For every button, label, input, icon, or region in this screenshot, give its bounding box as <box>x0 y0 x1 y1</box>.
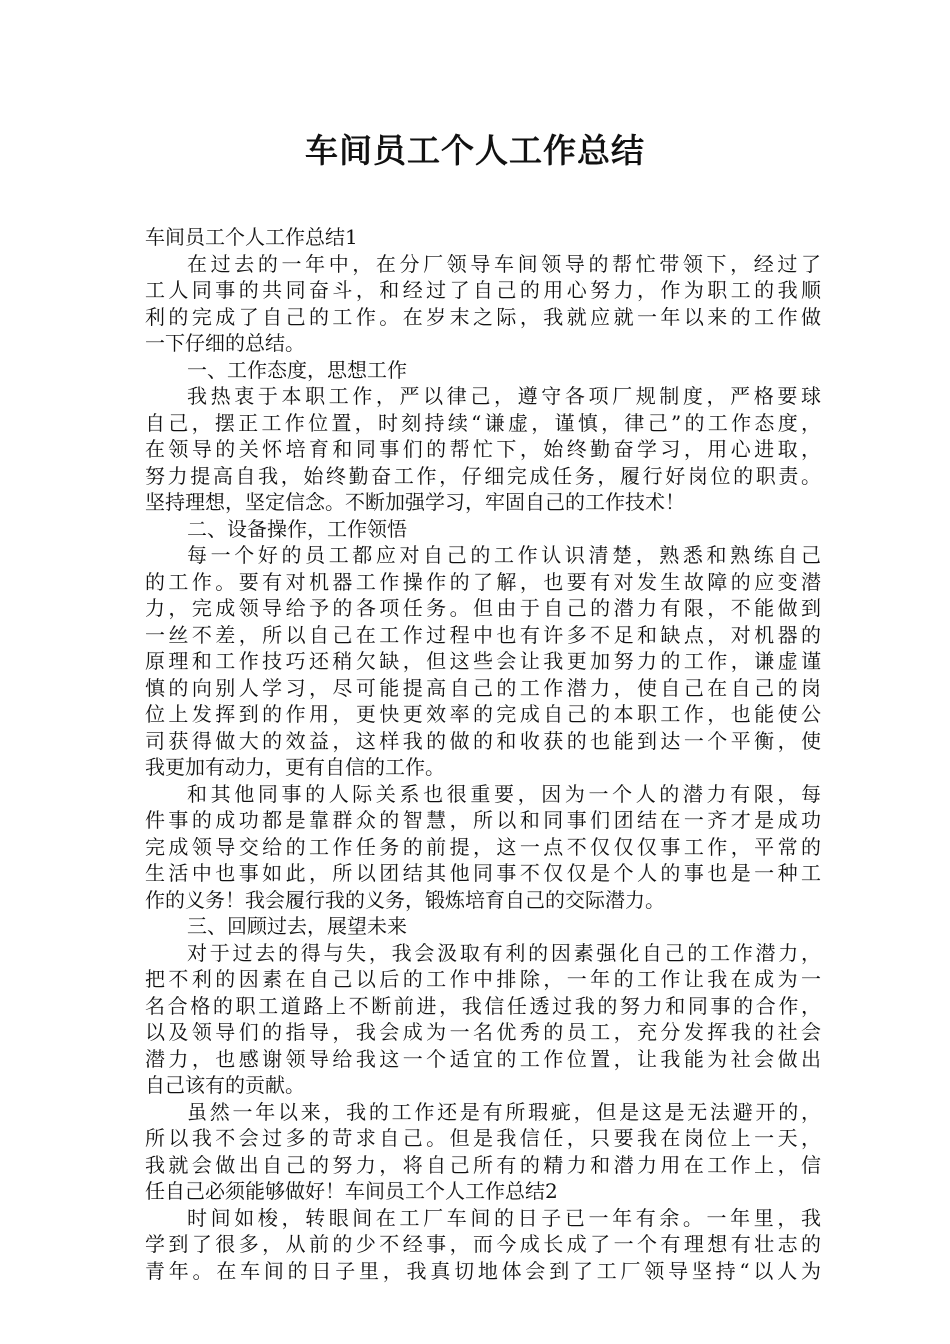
document-line: 对于过去的得与失，我会汲取有利的因素强化自己的工作潜力， <box>187 940 821 965</box>
document-line: 司获得做大的效益，这样我的做的和收获的也能到达一个平衡，使 <box>145 728 821 753</box>
document-body <box>145 224 821 1284</box>
document-line: 的工作。要有对机器工作操作的了解，也要有对发生故障的应变潜 <box>145 569 821 594</box>
document-line: 件事的成功都是靠群众的智慧，所以和同事们团结在一齐才是成功 <box>145 808 821 832</box>
document-line: 一、工作态度，思想工作 <box>187 357 407 382</box>
document-line: 二、设备操作，工作领悟 <box>187 516 407 541</box>
document-line: 坚持理想，坚定信念。不断加强学习，牢固自己的工作技术！ <box>145 490 685 514</box>
document-line: 慎的向别人学习，尽可能提高自己的工作潜力，使自己在自己的岗 <box>145 675 821 700</box>
document-line: 所以我不会过多的苛求自己。但是我信任，只要我在岗位上一天， <box>145 1126 821 1150</box>
document-line: 和其他同事的人际关系也很重要，因为一个人的潜力有限，每 <box>187 781 821 806</box>
document-line: 青年。在车间的日子里，我真切地体会到了工厂领导坚持“以人为 <box>145 1258 821 1283</box>
document-line: 在过去的一年中，在分厂领导车间领导的帮忙带领下，经过了 <box>187 251 821 276</box>
document-line: 潜力，也感谢领导给我这一个适宜的工作位置，让我能为社会做出 <box>145 1046 821 1071</box>
document-line: 自己该有的贡献。 <box>145 1073 305 1097</box>
document-line: 每一个好的员工都应对自己的工作认识清楚，熟悉和熟练自己 <box>187 543 821 567</box>
document-line: 时间如梭，转眼间在工厂车间的日子已一年有余。一年里，我 <box>187 1205 821 1230</box>
document-line: 虽然一年以来，我的工作还是有所瑕疵，但是这是无法避开的， <box>187 1099 821 1124</box>
document-line: 名合格的职工道路上不断前进，我信任透过我的努力和同事的合作， <box>145 993 821 1018</box>
document-line: 位上发挥到的作用，更快更效率的完成自己的本职工作，也能使公 <box>145 702 821 726</box>
document-line: 我就会做出自己的努力，将自己所有的精力和潜力用在工作上，信 <box>145 1152 821 1177</box>
document-line: 我热衷于本职工作，严以律己，遵守各项厂规制度，严格要球 <box>187 384 821 408</box>
document-line: 一下仔细的总结。 <box>145 331 305 355</box>
document-line: 三、回顾过去，展望未来 <box>187 914 407 938</box>
document-line: 作的义务！我会履行我的义务，锻炼培育自己的交际潜力。 <box>145 887 665 912</box>
document-line: 我更加有动力，更有自信的工作。 <box>145 755 445 779</box>
document-line: 利的完成了自己的工作。在岁末之际，我就应就一年以来的工作做 <box>145 304 821 329</box>
document-line: 自己，摆正工作位置，时刻持续“谦虚，谨慎，律己”的工作态度， <box>145 410 821 435</box>
document-line: 把不利的因素在自己以后的工作中排除，一年的工作让我在成为一 <box>145 967 821 991</box>
document-title: 车间员工个人工作总结 <box>305 131 645 170</box>
document-line: 车间员工个人工作总结1 <box>145 225 358 249</box>
document-line: 努力提高自我，始终勤奋工作，仔细完成任务，履行好岗位的职责。 <box>145 463 821 488</box>
document-line: 以及领导们的指导，我会成为一名优秀的员工，充分发挥我的社会 <box>145 1020 821 1044</box>
document-line: 力，完成领导给予的各项任务。但由于自己的潜力有限，不能做到 <box>145 596 821 620</box>
document-line: 完成领导交给的工作任务的前提，这一点不仅仅仅事工作，平常的 <box>145 834 821 859</box>
document-line: 任自己必须能够做好！车间员工个人工作总结2 <box>145 1179 558 1203</box>
document-line: 在领导的关怀培育和同事们的帮忙下，始终勤奋学习，用心进取， <box>145 437 821 461</box>
document-line: 生活中也事如此，所以团结其他同事不仅仅是个人的事也是一种工 <box>145 861 821 885</box>
document-line: 学到了很多，从前的少不经事，而今成长成了一个有理想有壮志的 <box>145 1232 821 1256</box>
document-line: 原理和工作技巧还稍欠缺，但这些会让我更加努力的工作，谦虚谨 <box>145 649 821 673</box>
document-line: 一丝不差，所以自己在工作过程中也有许多不足和缺点，对机器的 <box>145 622 821 647</box>
document-line: 工人同事的共同奋斗，和经过了自己的用心努力，作为职工的我顺 <box>145 278 821 302</box>
